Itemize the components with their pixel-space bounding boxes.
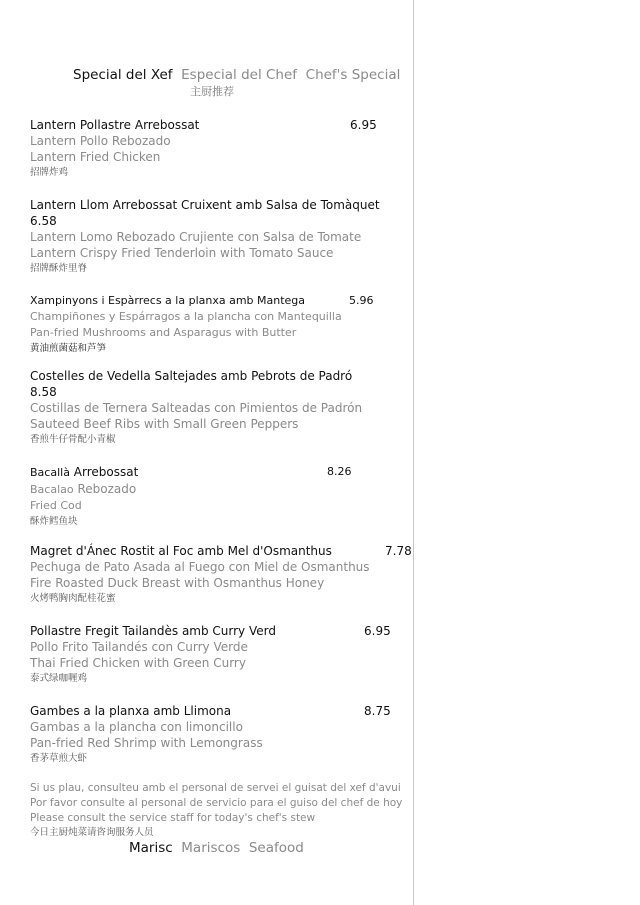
dish-name-ca: Magret d'Ánec Rostit al Foc amb Mel d'Osmanthus <box>30 544 332 558</box>
dish-name-zh: 招牌酥炸里脊 <box>30 263 88 274</box>
menu-item <box>30 623 410 686</box>
dish-name-en: Fried Cod <box>30 499 82 512</box>
dish-name-zh: 香茅草煎大虾 <box>30 753 88 764</box>
menu-item <box>30 543 410 606</box>
dish-name-es: Gambas a la plancha con limoncillo <box>30 720 243 734</box>
dish-name-en: Thai Fried Chicken with Green Curry <box>30 656 246 670</box>
page-edge-divider <box>413 0 414 905</box>
dish-name-es-prefix: Bacalao <box>30 483 74 496</box>
section-title-ca: Special del Xef <box>73 67 173 83</box>
dish-name-es: Lantern Lomo Rebozado Crujiente con Salsa de Tomate <box>30 230 362 244</box>
dish-price: 6.95 <box>350 118 377 132</box>
section-title-zh: 主厨推荐 <box>190 85 234 98</box>
dish-name-zh: 香煎牛仔骨配小青椒 <box>30 434 116 445</box>
dish-name-ca: Lantern Pollastre Arrebossat <box>30 118 200 132</box>
section-title-chefs-special <box>73 66 400 84</box>
section-title-seafood <box>129 839 304 857</box>
section-title-es: Especial del Chef <box>181 67 298 83</box>
dish-name-zh: 招牌炸鸡 <box>30 167 69 178</box>
dish-name-ca: Costelles de Vedella Saltejades amb Pebrots de Padró <box>30 369 353 383</box>
dish-name-ca-suffix: Arrebossat <box>73 465 139 479</box>
section-title-en: Chef's Special <box>305 67 401 83</box>
dish-name-en: Pan-fried Red Shrimp with Lemongrass <box>30 736 263 750</box>
dish-name-es: Pollo Frito Tailandés con Curry Verde <box>30 640 248 654</box>
dish-name-en: Lantern Fried Chicken <box>30 150 161 164</box>
dish-name-zh: 酥炸鳕鱼块 <box>30 516 78 527</box>
stew-notice <box>30 781 410 840</box>
dish-name-en: Pan-fried Mushrooms and Asparagus with Butter <box>30 326 297 339</box>
dish-price: 6.95 <box>364 624 391 638</box>
dish-name-es: Pechuga de Pato Asada al Fuego con Miel de Osmanthus <box>30 560 370 574</box>
dish-name-ca: Gambes a la planxa amb Llimona <box>30 704 232 718</box>
notice-en: Please consult the service staff for today's chef's stew <box>30 812 316 824</box>
dish-name-en: Sauteed Beef Ribs with Small Green Peppers <box>30 417 299 431</box>
dish-name-ca: Pollastre Fregit Tailandès amb Curry Verd <box>30 624 276 638</box>
menu-item <box>30 197 410 276</box>
dish-name-zh: 黄油煎菌菇和芦笋 <box>30 343 107 354</box>
dish-name-en: Fire Roasted Duck Breast with Osmanthus Honey <box>30 576 325 590</box>
section-title-ca: Marisc <box>129 840 173 856</box>
notice-ca: Si us plau, consulteu amb el personal de servei el guisat del xef d'avui <box>30 782 401 794</box>
notice-zh: 今日主厨炖菜请咨询服务人员 <box>30 827 154 838</box>
dish-price: 7.78 <box>385 544 412 558</box>
dish-price: 5.96 <box>349 294 374 307</box>
menu-item <box>30 703 410 766</box>
dish-price: 8.58 <box>30 385 57 399</box>
dish-price: 6.58 <box>30 214 57 228</box>
dish-name-zh: 泰式绿咖喱鸡 <box>30 673 88 684</box>
section-title-es: Mariscos <box>181 840 241 856</box>
dish-name-es: Lantern Pollo Rebozado <box>30 134 171 148</box>
menu-item <box>30 464 410 529</box>
dish-price: 8.26 <box>327 465 352 478</box>
dish-name-ca: Lantern Llom Arrebossat Cruixent amb Salsa de Tomàquet <box>30 198 380 212</box>
notice-es: Por favor consulte al personal de servicio para el guiso del chef de hoy <box>30 797 403 809</box>
dish-name-ca-prefix: Bacallà <box>30 466 70 479</box>
dish-name-es: Champiñones y Espárragos a la plancha con Mantequilla <box>30 310 342 323</box>
section-title-en: Seafood <box>248 840 304 856</box>
menu-item <box>30 368 410 447</box>
dish-name-es-suffix: Rebozado <box>77 482 137 496</box>
dish-name-en: Lantern Crispy Fried Tenderloin with Tomato Sauce <box>30 246 334 260</box>
dish-price: 8.75 <box>364 704 391 718</box>
dish-name-zh: 火烤鸭胸肉配桂花蜜 <box>30 593 116 604</box>
dish-name-es: Costillas de Ternera Salteadas con Pimientos de Padrón <box>30 401 363 415</box>
dish-name-ca: Xampinyons i Espàrrecs a la planxa amb Mantega <box>30 294 306 307</box>
